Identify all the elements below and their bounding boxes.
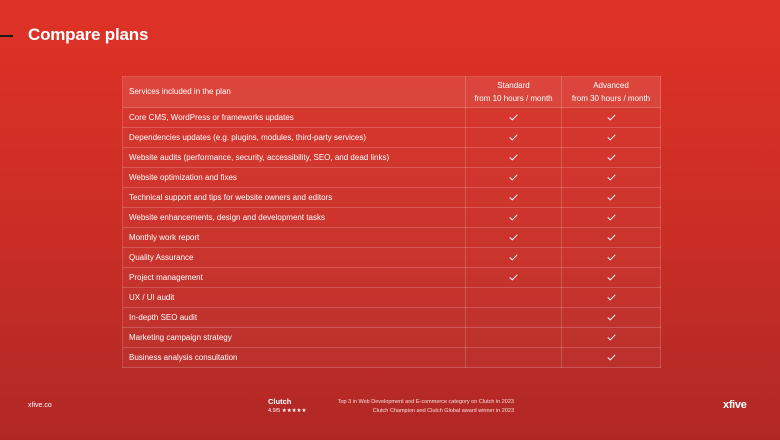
table-row <box>123 348 661 368</box>
check-icon <box>607 234 616 241</box>
check-icon <box>607 354 616 361</box>
plan-header-standard <box>466 77 562 108</box>
advanced-cell <box>562 308 661 328</box>
table-header-row <box>123 77 661 108</box>
table-row <box>123 288 661 308</box>
comparison-table <box>122 76 660 368</box>
check-icon <box>509 134 518 141</box>
standard-cell <box>466 168 562 188</box>
check-icon <box>509 154 518 161</box>
check-icon <box>607 254 616 261</box>
check-icon <box>607 174 616 181</box>
page-title: Compare plans <box>28 25 149 44</box>
table-row <box>123 108 661 128</box>
standard-cell <box>466 108 562 128</box>
xfive-logo: xfive <box>723 399 747 411</box>
table-row <box>123 128 661 148</box>
service-label: Technical support and tips for website owners and editors <box>123 188 466 208</box>
advanced-cell <box>562 108 661 128</box>
clutch-name: Clutch <box>268 397 292 406</box>
table-row <box>123 148 661 168</box>
check-icon <box>509 174 518 181</box>
service-label: Quality Assurance <box>123 248 466 268</box>
plan-header-advanced <box>562 77 661 108</box>
advanced-cell <box>562 188 661 208</box>
service-label: UX / UI audit <box>123 288 466 308</box>
award-line: Clutch Champion and Clutch Global award winner in 2023 <box>372 408 514 414</box>
clutch-rating: 4.9/5 ★★★★★ <box>268 408 307 414</box>
awards-text <box>300 398 514 416</box>
advanced-cell <box>562 168 661 188</box>
service-label: Monthly work report <box>123 228 466 248</box>
advanced-cell <box>562 268 661 288</box>
check-icon <box>607 314 616 321</box>
table-row <box>123 168 661 188</box>
standard-cell <box>466 248 562 268</box>
table-row <box>123 308 661 328</box>
advanced-cell <box>562 348 661 368</box>
plan-hours: from 30 hours / month <box>571 93 651 103</box>
service-label: Core CMS, WordPress or frameworks updates <box>123 108 466 128</box>
check-icon <box>607 214 616 221</box>
check-icon <box>607 154 616 161</box>
service-label: Dependencies updates (e.g. plugins, modules, third-party services) <box>123 128 466 148</box>
advanced-cell <box>562 128 661 148</box>
services-column-header: Services included in the plan <box>123 77 466 108</box>
check-icon <box>509 234 518 241</box>
service-label: Website optimization and fixes <box>123 168 466 188</box>
standard-cell <box>466 348 562 368</box>
table-row <box>123 208 661 228</box>
advanced-cell <box>562 208 661 228</box>
standard-cell <box>466 148 562 168</box>
table-row <box>123 188 661 208</box>
table-row <box>123 328 661 348</box>
site-url: xfive.co <box>28 402 52 409</box>
check-icon <box>607 194 616 201</box>
standard-cell <box>466 308 562 328</box>
advanced-cell <box>562 288 661 308</box>
service-label: Project management <box>123 268 466 288</box>
check-icon <box>509 194 518 201</box>
standard-cell <box>466 328 562 348</box>
table-row <box>123 228 661 248</box>
standard-cell <box>466 208 562 228</box>
check-icon <box>607 134 616 141</box>
check-icon <box>509 254 518 261</box>
service-label: In-depth SEO audit <box>123 308 466 328</box>
check-icon <box>607 294 616 301</box>
plan-name: Advanced <box>593 80 629 90</box>
advanced-cell <box>562 248 661 268</box>
standard-cell <box>466 228 562 248</box>
plan-name: Standard <box>497 80 530 90</box>
check-icon <box>509 274 518 281</box>
accent-line <box>0 35 13 37</box>
check-icon <box>509 114 518 121</box>
service-label: Website enhancements, design and development tasks <box>123 208 466 228</box>
advanced-cell <box>562 328 661 348</box>
service-label: Website audits (performance, security, accessibility, SEO, and dead links) <box>123 148 466 168</box>
table-row <box>123 248 661 268</box>
standard-cell <box>466 188 562 208</box>
standard-cell <box>466 128 562 148</box>
service-label: Marketing campaign strategy <box>123 328 466 348</box>
standard-cell <box>466 288 562 308</box>
table-row <box>123 268 661 288</box>
plan-hours: from 10 hours / month <box>474 93 553 103</box>
check-icon <box>607 334 616 341</box>
check-icon <box>607 114 616 121</box>
check-icon <box>509 214 518 221</box>
service-label: Business analysis consultation <box>123 348 466 368</box>
advanced-cell <box>562 148 661 168</box>
check-icon <box>607 274 616 281</box>
advanced-cell <box>562 228 661 248</box>
award-line: Top 3 in Web Development and E-commerce category on Clutch in 2023 <box>337 399 514 405</box>
standard-cell <box>466 268 562 288</box>
